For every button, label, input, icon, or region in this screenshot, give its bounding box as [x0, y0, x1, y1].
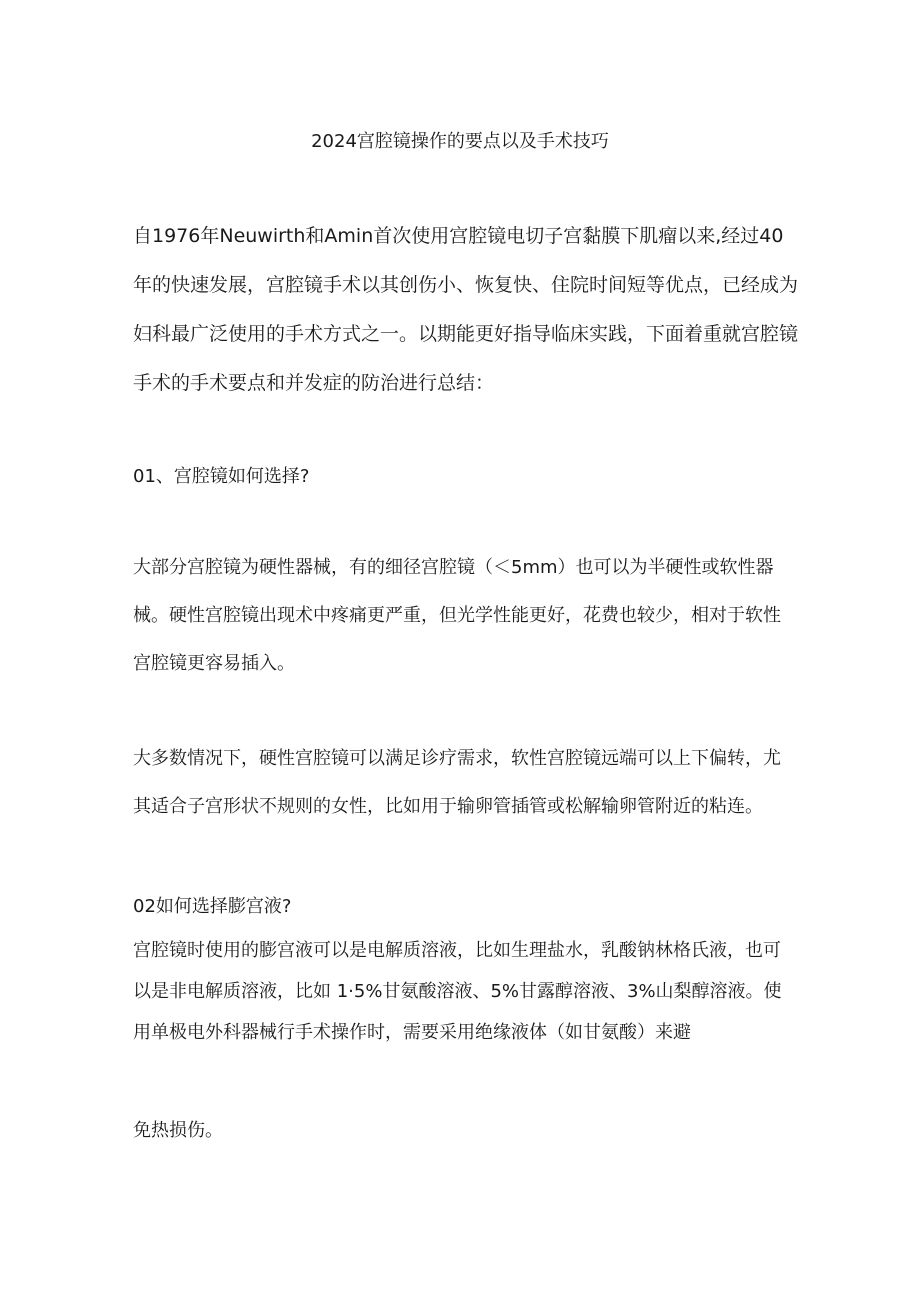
section-02-paragraph-continuation: 免热损伤。	[133, 1120, 223, 1141]
section-01-paragraph-rigid: 大部分宫腔镜为硬性器械，有的细径宫腔镜（＜5mm）也可以为半硬性或软性器械。硬性宫腔镜出现术中疼痛更严重，但光学性能更好，花费也较少，相对于软性宫腔镜更容易插入。	[133, 557, 781, 674]
section-heading-02: 02如何选择膨宫液?	[133, 896, 292, 917]
section-heading-01: 01、宫腔镜如何选择?	[133, 466, 310, 487]
section-01-paragraph-flexible: 大多数情况下，硬性宫腔镜可以满足诊疗需求，软性宫腔镜远端可以上下偏转，尤其适合子宫形状不规则的女性，比如用于输卵管插管或松解输卵管附近的粘连。	[133, 748, 781, 817]
intro-paragraph: 自1976年Neuwirth和Amin首次使用宫腔镜电切子宫黏膜下肌瘤以来,经过40年的快速发展，宫腔镜手术以其创伤小、恢复快、住院时间短等优点，已经成为妇科最广泛使用的手术方式之一。以期能更好指导临床实践，下面着重就宫腔镜手术的手术要点和并发症的防治进行总结：	[133, 225, 799, 394]
section-02-paragraph-fluid: 宫腔镜时使用的膨宫液可以是电解质溶液，比如生理盐水，乳酸钠林格氏液，也可以是非电解质溶液，比如 1·5%甘氨酸溶液、5%甘露醇溶液、3%山梨醇溶液。使用单极电外科器械行手术操作时，需要采用绝缘液体（如甘氨酸）来避	[133, 940, 782, 1043]
document-title: 2024宫腔镜操作的要点以及手术技巧	[311, 131, 609, 152]
